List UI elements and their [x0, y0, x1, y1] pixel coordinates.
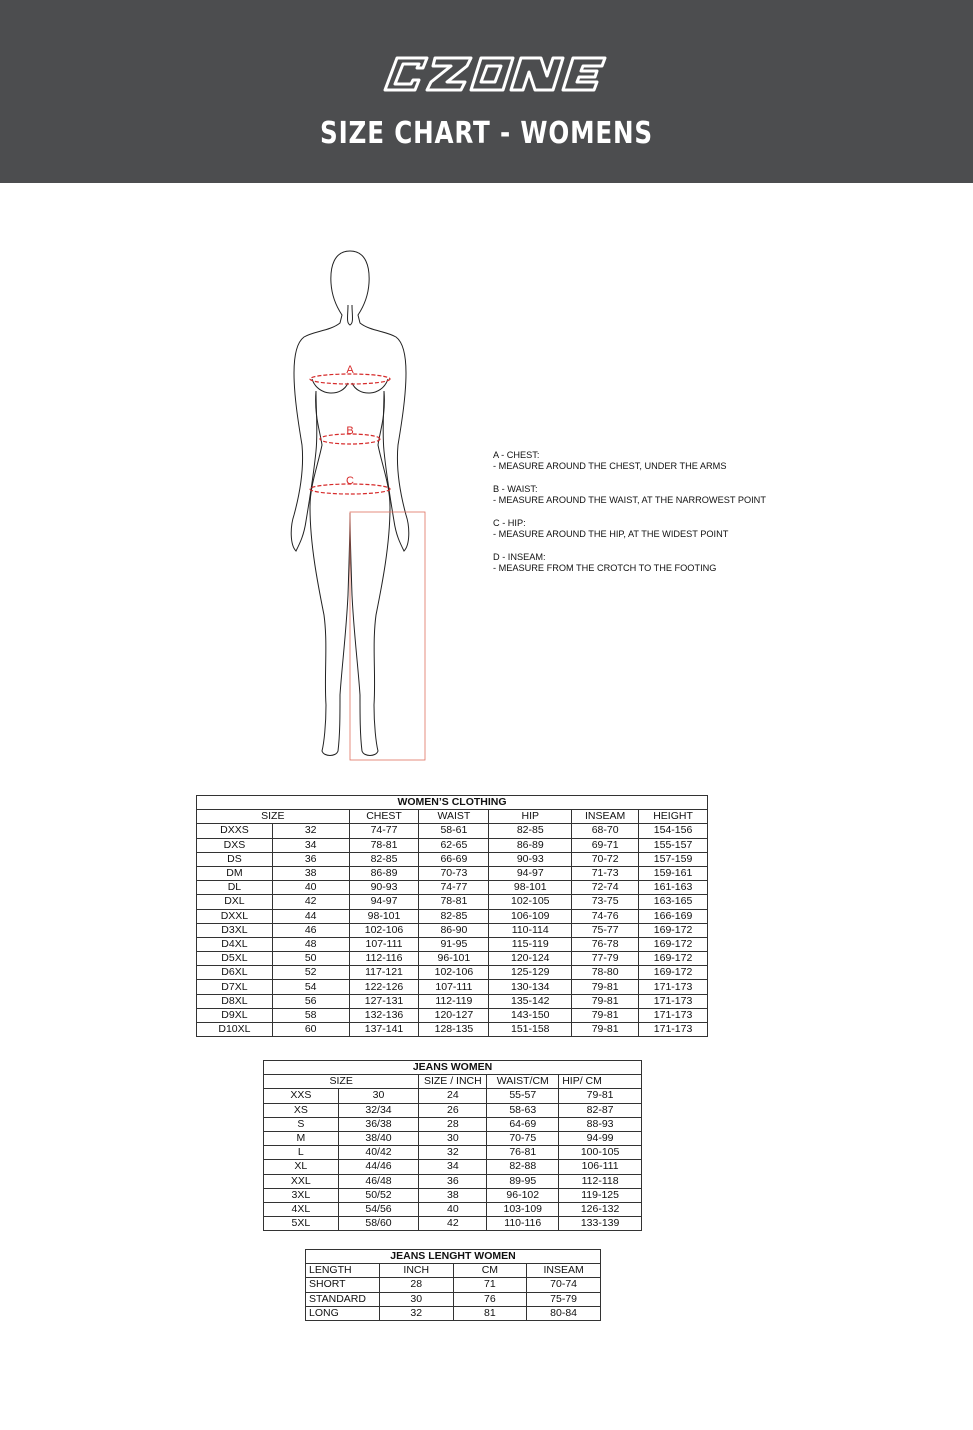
table-cell: D3XL	[197, 923, 273, 937]
jeans-women-table	[263, 1060, 642, 1231]
table-cell: 40	[419, 1202, 487, 1216]
table-cell: 76-81	[487, 1146, 559, 1160]
table-cell: 126-132	[559, 1202, 642, 1216]
table-cell: 44	[272, 909, 349, 923]
table-cell: 38	[272, 866, 349, 880]
table-cell: 78-81	[349, 838, 419, 852]
table-row	[264, 1117, 642, 1131]
table-caption: JEANS WOMEN	[264, 1061, 642, 1075]
table-row	[264, 1160, 642, 1174]
column-header: SIZE	[264, 1075, 419, 1089]
table-cell: 155-157	[639, 838, 708, 852]
table-cell: 79-81	[572, 994, 639, 1008]
table-cell: 112-119	[419, 994, 489, 1008]
table-cell: DXXS	[197, 824, 273, 838]
table-cell: 56	[272, 994, 349, 1008]
table-cell: 74-76	[572, 909, 639, 923]
column-header: WAIST/CM	[487, 1075, 559, 1089]
table-row	[197, 994, 708, 1008]
table-cell: 44/46	[338, 1160, 419, 1174]
table-cell: 77-79	[572, 952, 639, 966]
table-cell: 75-77	[572, 923, 639, 937]
table-row	[197, 895, 708, 909]
table-cell: 79-81	[559, 1089, 642, 1103]
table-cell: 82-85	[349, 852, 419, 866]
table-cell: 96-101	[419, 952, 489, 966]
table-row	[197, 824, 708, 838]
table-cell: 106-111	[559, 1160, 642, 1174]
table-row	[197, 838, 708, 852]
table-row	[264, 1131, 642, 1145]
table-cell: 96-102	[487, 1188, 559, 1202]
column-header: INSEAM	[527, 1264, 601, 1278]
table-cell: 54	[272, 980, 349, 994]
table-cell: 86-90	[419, 923, 489, 937]
table-cell: 91-95	[419, 937, 489, 951]
table-cell: 166-169	[639, 909, 708, 923]
table-cell: 50/52	[338, 1188, 419, 1202]
table-cell: 132-136	[349, 1008, 419, 1022]
column-header: INCH	[379, 1264, 453, 1278]
table-cell: 119-125	[559, 1188, 642, 1202]
column-header: HIP/ CM	[559, 1075, 642, 1089]
table-cell: 106-109	[489, 909, 572, 923]
table-cell: 100-105	[559, 1146, 642, 1160]
table-cell: 28	[419, 1117, 487, 1131]
mark-b: B	[346, 425, 354, 437]
table-cell: 86-89	[489, 838, 572, 852]
table-cell: 30	[419, 1131, 487, 1145]
table-cell: XL	[264, 1160, 339, 1174]
table-cell: 88-93	[559, 1117, 642, 1131]
table-cell: 107-111	[349, 937, 419, 951]
table-cell: 82-85	[419, 909, 489, 923]
column-header: HEIGHT	[639, 810, 708, 824]
table-cell: 98-101	[349, 909, 419, 923]
table-cell: 66-69	[419, 852, 489, 866]
table-cell: 58-61	[419, 824, 489, 838]
table-cell: 80-84	[527, 1306, 601, 1320]
table-caption: WOMEN’S CLOTHING	[197, 796, 708, 810]
table-cell: 102-106	[349, 923, 419, 937]
table-cell: DL	[197, 881, 273, 895]
table-cell: 94-99	[559, 1131, 642, 1145]
table-cell: 54/56	[338, 1202, 419, 1216]
table-row	[197, 866, 708, 880]
table-cell: D7XL	[197, 980, 273, 994]
page-header	[0, 0, 973, 183]
table-row	[264, 1089, 642, 1103]
table-row	[197, 909, 708, 923]
table-cell: 74-77	[419, 881, 489, 895]
table-cell: DS	[197, 852, 273, 866]
table-cell: 151-158	[489, 1023, 572, 1037]
table-cell: 58-63	[487, 1103, 559, 1117]
table-cell: 110-114	[489, 923, 572, 937]
table-cell: 72-74	[572, 881, 639, 895]
column-header: WAIST	[419, 810, 489, 824]
table-cell: 58	[272, 1008, 349, 1022]
table-cell: 36/38	[338, 1117, 419, 1131]
table-cell: 78-80	[572, 966, 639, 980]
table-cell: 171-173	[639, 1023, 708, 1037]
table-cell: 50	[272, 952, 349, 966]
table-row	[197, 952, 708, 966]
table-cell: 82-88	[487, 1160, 559, 1174]
table-row	[197, 937, 708, 951]
table-cell: 133-139	[559, 1217, 642, 1231]
table-cell: 90-93	[489, 852, 572, 866]
table-row	[264, 1217, 642, 1231]
table-cell: 73-75	[572, 895, 639, 909]
table-cell: 75-79	[527, 1292, 601, 1306]
table-cell: D6XL	[197, 966, 273, 980]
body-figure	[280, 245, 440, 765]
table-cell: 161-163	[639, 881, 708, 895]
table-row	[264, 1174, 642, 1188]
legend-hip: C - HIP: - MEASURE AROUND THE HIP, AT THE WIDEST POINT	[493, 518, 729, 539]
table-row	[306, 1306, 601, 1320]
mark-c: C	[346, 475, 354, 487]
table-cell: 130-134	[489, 980, 572, 994]
table-cell: 79-81	[572, 1008, 639, 1022]
legend-waist: B - WAIST: - MEASURE AROUND THE WAIST, AT THE NARROWEST POINT	[493, 484, 766, 505]
table-cell: 143-150	[489, 1008, 572, 1022]
table-cell: 71-73	[572, 866, 639, 880]
table-cell: 98-101	[489, 881, 572, 895]
table-cell: 112-118	[559, 1174, 642, 1188]
legend-inseam: D - INSEAM: - MEASURE FROM THE CROTCH TO THE FOOTING	[493, 552, 717, 573]
table-cell: 127-131	[349, 994, 419, 1008]
table-cell: 81	[453, 1306, 527, 1320]
table-cell: 89-95	[487, 1174, 559, 1188]
table-cell: 42	[272, 895, 349, 909]
table-cell: 169-172	[639, 952, 708, 966]
woman-silhouette	[280, 245, 440, 765]
table-cell: 74-77	[349, 824, 419, 838]
table-cell: L	[264, 1146, 339, 1160]
table-row	[197, 852, 708, 866]
page-title: SIZE CHART - WOMENS	[320, 116, 653, 151]
table-cell: D10XL	[197, 1023, 273, 1037]
table-cell: 34	[419, 1160, 487, 1174]
table-cell: 48	[272, 937, 349, 951]
table-cell: 40/42	[338, 1146, 419, 1160]
table-cell: 154-156	[639, 824, 708, 838]
table-cell: 32	[419, 1146, 487, 1160]
table-row	[197, 1008, 708, 1022]
table-cell: DXL	[197, 895, 273, 909]
table-cell: 32	[379, 1306, 453, 1320]
jeans-length-table	[305, 1249, 601, 1321]
table-cell: 30	[338, 1089, 419, 1103]
table-cell: 103-109	[487, 1202, 559, 1216]
table-cell: 82-87	[559, 1103, 642, 1117]
table-cell: 115-119	[489, 937, 572, 951]
table-caption: JEANS LENGHT WOMEN	[306, 1250, 601, 1264]
table-cell: 46	[272, 923, 349, 937]
table-cell: 60	[272, 1023, 349, 1037]
column-header: INSEAM	[572, 810, 639, 824]
table-cell: 122-126	[349, 980, 419, 994]
table-row	[197, 1023, 708, 1037]
legend-chest: A - CHEST: - MEASURE AROUND THE CHEST, UNDER THE ARMS	[493, 450, 727, 471]
table-cell: 34	[272, 838, 349, 852]
table-cell: 4XL	[264, 1202, 339, 1216]
table-cell: XS	[264, 1103, 339, 1117]
table-cell: 55-57	[487, 1089, 559, 1103]
table-cell: 94-97	[489, 866, 572, 880]
table-cell: 90-93	[349, 881, 419, 895]
table-cell: 38	[419, 1188, 487, 1202]
table-cell: 102-105	[489, 895, 572, 909]
table-cell: 117-121	[349, 966, 419, 980]
table-cell: 62-65	[419, 838, 489, 852]
table-row	[197, 980, 708, 994]
table-cell: 86-89	[349, 866, 419, 880]
table-row	[264, 1188, 642, 1202]
table-cell: 40	[272, 881, 349, 895]
table-cell: 159-161	[639, 866, 708, 880]
column-header: CHEST	[349, 810, 419, 824]
table-cell: SHORT	[306, 1278, 380, 1292]
table-cell: 36	[419, 1174, 487, 1188]
table-cell: 120-124	[489, 952, 572, 966]
table-cell: 157-159	[639, 852, 708, 866]
table-row	[197, 966, 708, 980]
table-cell: 30	[379, 1292, 453, 1306]
table-cell: 112-116	[349, 952, 419, 966]
table-cell: 94-97	[349, 895, 419, 909]
table-cell: 79-81	[572, 1023, 639, 1037]
table-cell: 28	[379, 1278, 453, 1292]
table-cell: 5XL	[264, 1217, 339, 1231]
column-header: SIZE / INCH	[419, 1075, 487, 1089]
table-cell: 68-70	[572, 824, 639, 838]
measurement-legend	[493, 450, 793, 586]
ozone-logo	[383, 54, 608, 94]
column-header: CM	[453, 1264, 527, 1278]
table-cell: 24	[419, 1089, 487, 1103]
table-cell: 120-127	[419, 1008, 489, 1022]
table-cell: 169-172	[639, 923, 708, 937]
table-cell: 128-135	[419, 1023, 489, 1037]
table-row	[264, 1146, 642, 1160]
table-cell: 169-172	[639, 966, 708, 980]
table-cell: 76-78	[572, 937, 639, 951]
table-row	[264, 1103, 642, 1117]
table-cell: 70-73	[419, 866, 489, 880]
table-cell: 64-69	[487, 1117, 559, 1131]
table-cell: STANDARD	[306, 1292, 380, 1306]
table-cell: D8XL	[197, 994, 273, 1008]
table-cell: 70-75	[487, 1131, 559, 1145]
table-cell: XXS	[264, 1089, 339, 1103]
table-cell: DM	[197, 866, 273, 880]
table-cell: 102-106	[419, 966, 489, 980]
table-cell: 70-74	[527, 1278, 601, 1292]
table-cell: D5XL	[197, 952, 273, 966]
column-header: LENGTH	[306, 1264, 380, 1278]
table-cell: 135-142	[489, 994, 572, 1008]
table-cell: 125-129	[489, 966, 572, 980]
table-cell: XXL	[264, 1174, 339, 1188]
column-header: SIZE	[197, 810, 350, 824]
table-cell: 32/34	[338, 1103, 419, 1117]
table-cell: 32	[272, 824, 349, 838]
table-cell: DXS	[197, 838, 273, 852]
table-cell: 163-165	[639, 895, 708, 909]
table-cell: 52	[272, 966, 349, 980]
table-cell: 42	[419, 1217, 487, 1231]
table-cell: 171-173	[639, 1008, 708, 1022]
table-cell: 171-173	[639, 980, 708, 994]
column-header: HIP	[489, 810, 572, 824]
mark-a: A	[346, 364, 354, 376]
table-cell: D9XL	[197, 1008, 273, 1022]
table-cell: 69-71	[572, 838, 639, 852]
table-row	[306, 1278, 601, 1292]
table-cell: LONG	[306, 1306, 380, 1320]
table-row	[306, 1292, 601, 1306]
table-cell: 78-81	[419, 895, 489, 909]
table-cell: 71	[453, 1278, 527, 1292]
table-cell: 76	[453, 1292, 527, 1306]
table-cell: 169-172	[639, 937, 708, 951]
table-row	[264, 1202, 642, 1216]
table-cell: 82-85	[489, 824, 572, 838]
table-row	[197, 923, 708, 937]
table-cell: 26	[419, 1103, 487, 1117]
table-cell: S	[264, 1117, 339, 1131]
table-cell: 79-81	[572, 980, 639, 994]
table-cell: 110-116	[487, 1217, 559, 1231]
table-cell: M	[264, 1131, 339, 1145]
table-cell: 38/40	[338, 1131, 419, 1145]
ozone-logo-mark	[383, 54, 608, 94]
table-cell: 3XL	[264, 1188, 339, 1202]
table-row	[197, 881, 708, 895]
table-cell: 137-141	[349, 1023, 419, 1037]
table-cell: 46/48	[338, 1174, 419, 1188]
table-cell: 70-72	[572, 852, 639, 866]
table-cell: 36	[272, 852, 349, 866]
table-cell: DXXL	[197, 909, 273, 923]
table-cell: D4XL	[197, 937, 273, 951]
table-cell: 171-173	[639, 994, 708, 1008]
table-cell: 107-111	[419, 980, 489, 994]
table-cell: 58/60	[338, 1217, 419, 1231]
womens-clothing-table	[196, 795, 708, 1037]
